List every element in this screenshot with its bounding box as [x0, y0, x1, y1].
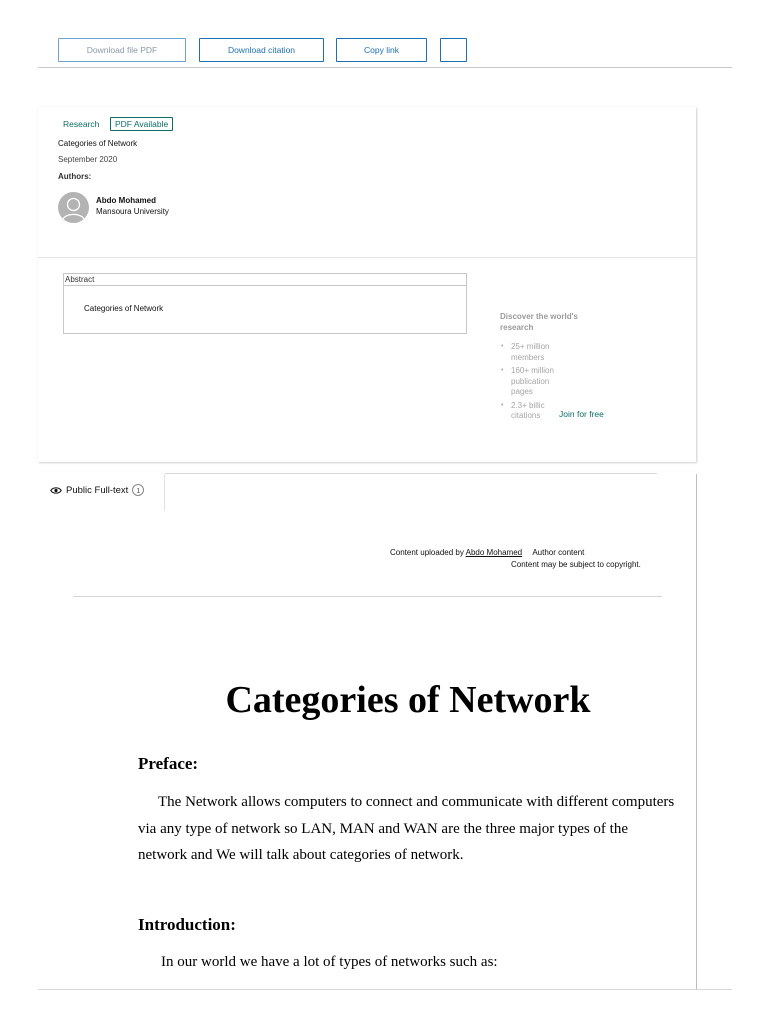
uploaded-by-prefix: Content uploaded by	[390, 548, 464, 557]
user-silhouette-icon	[58, 192, 89, 223]
introduction-paragraph: In our world we have a lot of types of networks such as:	[161, 954, 498, 970]
eye-icon	[50, 486, 62, 495]
promo-item: • 2.3+ billic citations	[500, 401, 549, 422]
download-citation-button[interactable]	[199, 38, 324, 62]
promo-item: • 25+ million members	[500, 342, 570, 363]
author-name[interactable]: Abdo Mohamed	[96, 196, 156, 205]
authors-label: Authors:	[58, 172, 92, 181]
copy-link-label: Copy link	[364, 45, 399, 55]
panel-right-border	[696, 474, 697, 990]
card-divider	[38, 257, 696, 258]
abstract-header	[64, 274, 466, 286]
author-avatar[interactable]	[58, 192, 89, 223]
fulltext-count-badge: 1	[132, 484, 144, 496]
panel-top-border	[165, 473, 657, 474]
preface-heading: Preface:	[138, 754, 199, 773]
introduction-heading: Introduction:	[138, 915, 236, 934]
uploader-link[interactable]: Abdo Mohamed	[465, 548, 523, 557]
publication-title: Categories of Network	[58, 139, 138, 148]
publication-header-card	[38, 107, 696, 462]
tab-separator	[164, 474, 165, 511]
content-divider	[73, 596, 662, 597]
download-citation-label: Download citation	[227, 45, 296, 55]
author-content-label: Author content	[532, 548, 585, 557]
abstract-text: Categories of Network	[84, 304, 164, 313]
page-bottom-divider	[38, 989, 732, 990]
document-title: Categories of Network	[225, 679, 591, 721]
tag-pdf-available[interactable]: PDF Available	[110, 117, 173, 131]
promo-item: • 160+ million publication pages	[500, 366, 570, 398]
tab-label: Public Full-text	[66, 484, 129, 496]
abstract-box	[63, 273, 467, 334]
download-pdf-button[interactable]	[58, 38, 186, 62]
promo-title: Discover the world's research	[500, 312, 578, 332]
publication-date: September 2020	[58, 155, 118, 164]
preface-paragraph: The Network allows computers to connect and communicate with different computers via any type of network so LAN, MAN and WAN are the three major types of the network and We will talk about categories of network.	[138, 794, 675, 863]
uploaded-by-line	[390, 548, 584, 557]
more-options-button[interactable]	[440, 38, 467, 62]
copyright-note: Content may be subject to copyright.	[511, 560, 641, 569]
author-affiliation[interactable]: Mansoura University	[96, 207, 169, 216]
download-pdf-label: Download file PDF	[86, 45, 158, 55]
toolbar-divider	[38, 67, 732, 68]
abstract-label: Abstract	[65, 275, 95, 284]
copy-link-button[interactable]	[336, 38, 427, 62]
join-for-free-link[interactable]: Join for free	[559, 409, 604, 419]
tab-public-full-text[interactable]	[50, 484, 144, 496]
tag-research[interactable]: Research	[63, 119, 100, 129]
